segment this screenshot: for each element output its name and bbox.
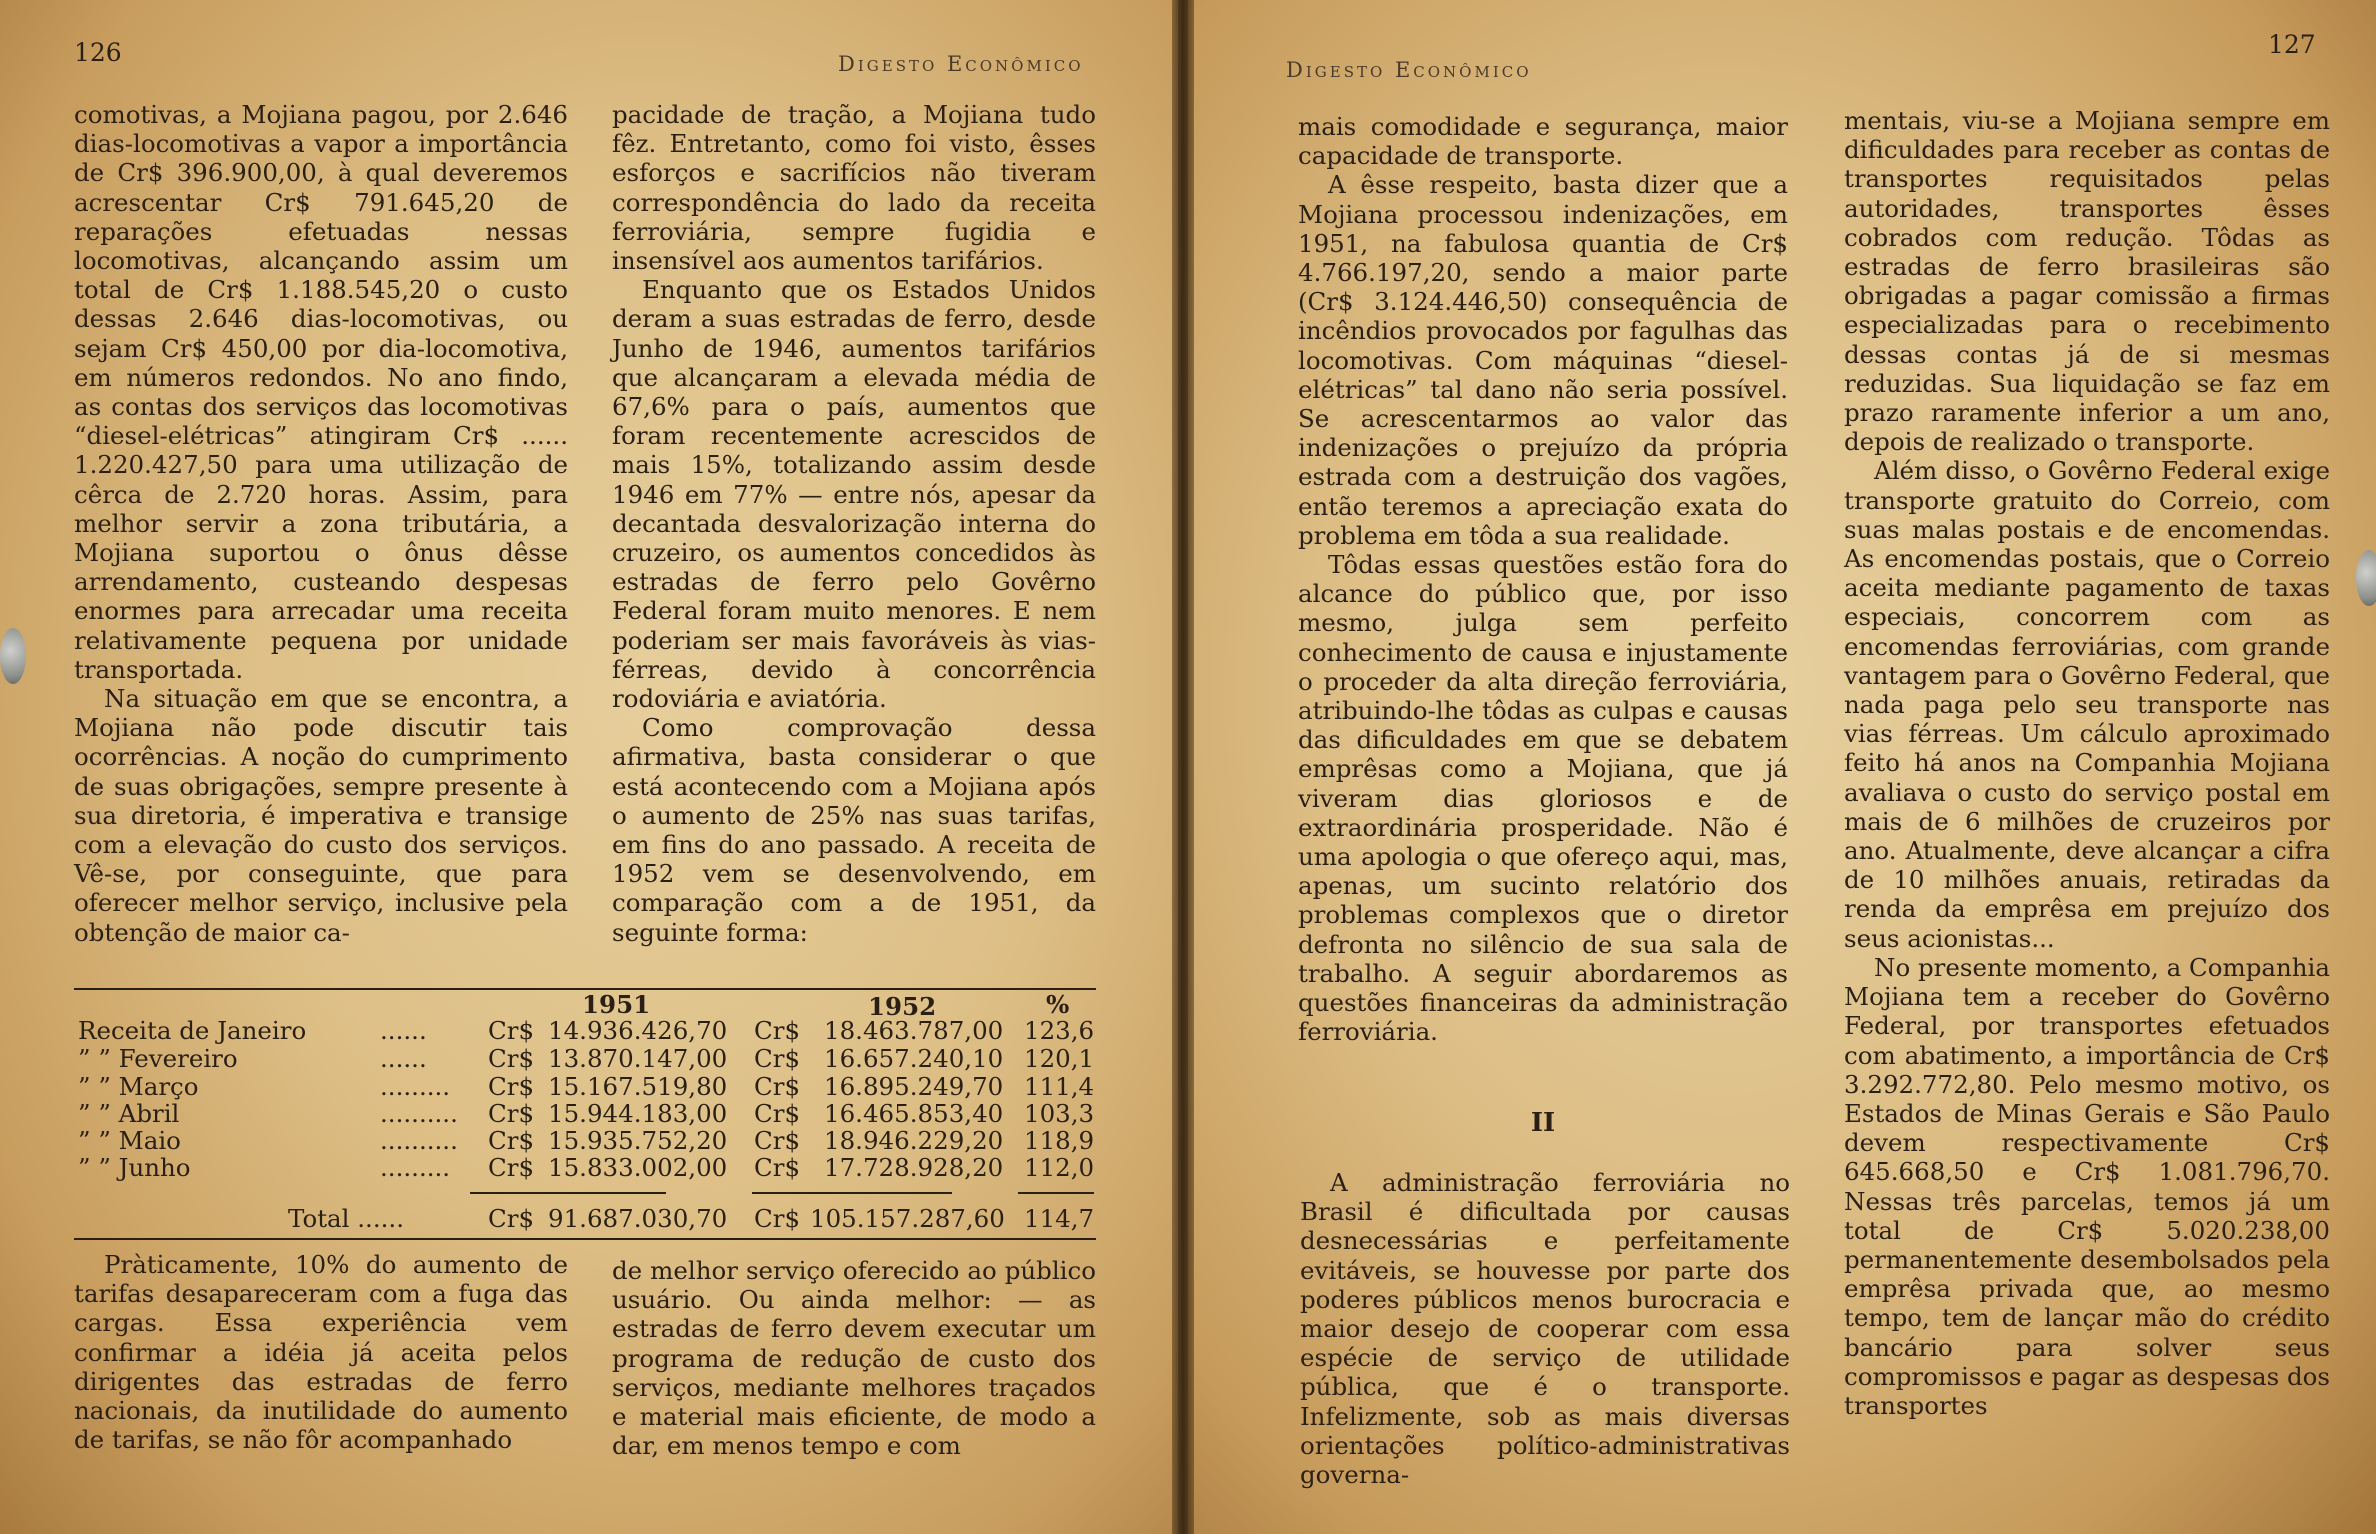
currency: Cr$ [754,1072,801,1101]
paragraph: Na situação em que se encontra, a Mojiana não pode discutir tais ocorrências. A noção do cumprimento de suas obrigações, sempre presente à sua diretoria, é imperativa e transige com a elevação do custo dos serviços. Vê-se, por conseguinte, que para oferecer melhor serviço, inclusive pela obtenção de maior ca- [74,684,568,947]
value-1951: 14.936.426,70 [548,1016,728,1045]
table-row [74,1044,1096,1074]
paragraph: Pràticamente, 10% do aumento de tarifas desapareceram com a fuga das cargas. Essa experiência vem confirmar a idéia já aceita pelos dirigentes das estradas de ferro nacionais, da inutilidade do aumento de tarifas, se não fôr acompanhado [74,1250,568,1455]
row-dots: .......... [380,1126,458,1155]
row-label: ” ” Junho [78,1153,191,1182]
total-1951: 91.687.030,70 [548,1204,728,1233]
binding-rivet [2356,550,2376,606]
value-1952: 18.463.787,00 [824,1016,1004,1045]
row-label: ” ” Fevereiro [78,1044,238,1073]
row-dots: ......... [380,1072,451,1101]
currency: Cr$ [754,1016,801,1045]
left-column-2 [612,100,1096,947]
currency: Cr$ [488,1016,535,1045]
value-percent: 103,3 [1024,1099,1095,1128]
value-1952: 16.657.240,10 [824,1044,1004,1073]
table-row [74,1153,1096,1183]
right-page [1188,0,2376,1534]
table-row [74,1016,1096,1046]
table-bottom-rule [74,1238,1096,1240]
value-percent: 123,6 [1024,1016,1095,1045]
currency: Cr$ [488,1153,535,1182]
currency: Cr$ [754,1044,801,1073]
currency: Cr$ [754,1099,801,1128]
paragraph: Como comprovação dessa afirmativa, basta considerar o que está acontecendo com a Mojiana após o aumento de 25% nas suas tarifas, em fins do ano passado. A receita de 1952 vem se desenvolvendo, em comparação com a de 1951, da seguinte forma: [612,713,1096,947]
section-heading: II [1530,1108,1556,1138]
page-number-left: 126 [74,38,122,67]
binding-rivet [0,628,26,684]
total-1952: 105.157.287,60 [810,1204,1005,1233]
paragraph: Além disso, o Govêrno Federal exige transporte gratuito do Correio, com suas malas postais e de encomendas. As encomendas postais, que o Correio aceita mediante pagamento de taxas especiais, concorrem com as encomendas ferroviárias, com grande vantagem para o Govêrno Federal, que nada paga pelo seu transporte nas vias férreas. Um cálculo aproximado feito há anos na Companhia Mojiana avaliava o custo do serviço postal em mais de 6 milhões de cruzeiros por ano. Atualmente, deve alcançar a cifra de 10 milhões anuais, retiradas da renda da emprêsa em prejuízo dos seus acionistas... [1844,456,2330,953]
value-1952: 18.946.229,20 [824,1126,1004,1155]
currency: Cr$ [488,1099,535,1128]
value-1951: 15.944.183,00 [548,1099,728,1128]
left-bottom-column-2 [612,1256,1096,1460]
value-1951: 15.167.519,80 [548,1072,728,1101]
paragraph: No presente momento, a Companhia Mojiana tem a receber do Govêrno Federal, por transportes efetuados com abatimento, a importância de Cr$ 3.292.772,80. Pelo mesmo motivo, os Estados de Minas Gerais e São Paulo devem respectivamente Cr$ 645.668,50 e Cr$ 1.081.796,70. Nessas três parcelas, temos já um total de Cr$ 5.020.238,00 permanentemente desembolsados pela emprêsa privada que, ao mesmo tempo, tem de lançar mão do crédito bancário para solver seus compromissos e pagar as despesas dos transportes [1844,952,2330,1420]
paragraph: Enquanto que os Estados Unidos deram a suas estradas de ferro, desde Junho de 1946, aumentos tarifários que alcançaram a elevada média de 67,6% para o país, aumentos que foram recentemente acrescidos de mais 15%, totalizando assim desde 1946 em 77% — entre nós, apesar da decantada desvalorização interna do cruzeiro, os aumentos concedidos às estradas de ferro pelo Govêrno Federal foram muito menores. E nem poderiam ser mais favoráveis às vias-férreas, devido à concorrência rodoviária e aviatória. [612,275,1096,714]
row-dots: ......... [380,1153,451,1182]
row-dots: ...... [380,1044,427,1073]
table-header-percent: % [1046,990,1070,1019]
value-1952: 16.465.853,40 [824,1099,1004,1128]
running-header-left: Digesto Econômico [838,52,1084,76]
total-percent: 114,7 [1024,1204,1095,1233]
value-1951: 13.870.147,00 [548,1044,728,1073]
paragraph: A administração ferroviária no Brasil é dificultada por causas desnecessárias e perfeitamente evitáveis, se houvesse por parte dos poderes públicos menos burocracia e maior desejo de cooperar com essa espécie de serviço de utilidade pública, que é o transporte. Infelizmente, sob as mais diversas orientações político-administrativas governa- [1300,1168,1790,1490]
total-rule-1951 [470,1192,666,1194]
table-header-1952: 1952 [868,992,937,1021]
table-header-1951: 1951 [582,990,651,1019]
value-1952: 17.728.928,20 [824,1153,1004,1182]
currency: Cr$ [754,1153,801,1182]
value-percent: 112,0 [1024,1153,1095,1182]
running-header-right: Digesto Econômico [1286,58,1532,82]
row-label: ” ” Abril [78,1099,180,1128]
total-label: Total ...... [288,1204,404,1233]
paragraph: mentais, viu-se a Mojiana sempre em dificuldades para receber as contas de transportes requisitados pelas autoridades, transportes êsses cobrados com redução. Tôdas as estradas de ferro brasileiras são obrigadas a pagar comissão a firmas especializadas para o recebimento dessas contas já de si mesmas reduzidas. Sua liquidação se faz em prazo raramente inferior a um ano, depois de realizado o transporte. [1844,106,2330,457]
value-1951: 15.935.752,20 [548,1126,728,1155]
paragraph: A êsse respeito, basta dizer que a Mojiana processou indenizações, em 1951, na fabulosa quantia de Cr$ 4.766.197,20, sendo a maior parte (Cr$ 3.124.446,50) consequência de incêndios provocados por fagulhas das locomotivas. Com máquinas “diesel-elétricas” tal dano não seria possível. Se acrescentarmos ao valor das indenizações o prejuízo da própria estrada com a destruição dos vagões, então teremos a apreciação exata do problema em tôda a sua realidade. [1298,170,1788,550]
currency: Cr$ [488,1204,535,1233]
value-1952: 16.895.249,70 [824,1072,1004,1101]
right-column-2 [1844,106,2330,1420]
table-row [74,1126,1096,1156]
paragraph: comotivas, a Mojiana pagou, por 2.646 dias-locomotivas a vapor a importância de Cr$ 396.900,00, à qual deveremos acrescentar Cr$ 791.645,20 de reparações efetuadas nessas locomotivas, alcançando assim um total de Cr$ 1.188.545,20 o custo dessas 2.646 dias-locomotivas, ou sejam Cr$ 450,00 por dia-locomotiva, em números redondos. No ano findo, as contas dos serviços das locomotivas “diesel-elétricas” atingiram Cr$ ...... 1.220.427,50 para uma utilização de cêrca de 2.720 horas. Assim, para melhor servir a zona tributária, a Mojiana suportou o ônus dêsse arrendamento, custeando despesas enormes para arrecadar uma receita relativamente pequena por unidade transportada. [74,100,568,684]
paragraph: de melhor serviço oferecido ao público usuário. Ou ainda melhor: — as estradas de ferro devem executar um programa de redução de custo dos serviços, mediante melhores traçados e material mais eficiente, de modo a dar, em menos tempo e com [612,1256,1096,1461]
row-label: ” ” Maio [78,1126,181,1155]
table-row [74,1099,1096,1129]
currency: Cr$ [754,1204,801,1233]
table-row [74,1072,1096,1102]
currency: Cr$ [488,1072,535,1101]
row-label: ” ” Março [78,1072,199,1101]
value-percent: 118,9 [1024,1126,1095,1155]
currency: Cr$ [488,1126,535,1155]
right-column-1 [1298,112,1788,1047]
value-1951: 15.833.002,00 [548,1153,728,1182]
left-column-1 [74,100,568,947]
left-page [0,0,1178,1534]
value-percent: 120,1 [1024,1044,1095,1073]
row-label: Receita de Janeiro [78,1016,307,1045]
total-rule-1952 [752,1192,952,1194]
paragraph: pacidade de tração, a Mojiana tudo fêz. Entretanto, como foi visto, êsses esforços e sacrifícios não tiveram correspondência do lado da receita ferroviária, sempre fugidia e insensível aos aumentos tarifários. [612,100,1096,276]
left-bottom-column-1 [74,1250,568,1454]
right-column-1-continued [1300,1168,1790,1489]
currency: Cr$ [488,1044,535,1073]
row-dots: .......... [380,1099,458,1128]
paragraph: Tôdas essas questões estão fora do alcance do público que, por isso mesmo, julga sem perfeito conhecimento de causa e injustamente o proceder da alta direção ferroviária, atribuindo-lhe tôdas as culpas e causas das dificuldades em que se debatem emprêsas como a Mojiana, que já viveram dias gloriosos e de extraordinária prosperidade. Não é uma apologia o que ofereço aqui, mas, apenas, um sucinto relatório dos problemas complexos que o diretor defronta no silêncio de sua sala de trabalho. A seguir abordaremos as questões financeiras da administração ferroviária. [1298,550,1788,1047]
currency: Cr$ [754,1126,801,1155]
value-percent: 111,4 [1024,1072,1095,1101]
total-rule-percent [1018,1192,1094,1194]
table-total-row [74,1204,1096,1234]
row-dots: ...... [380,1016,427,1045]
page-number-right: 127 [2268,30,2316,59]
paragraph: mais comodidade e segurança, maior capacidade de transporte. [1298,112,1788,171]
book-gutter [1172,0,1194,1534]
